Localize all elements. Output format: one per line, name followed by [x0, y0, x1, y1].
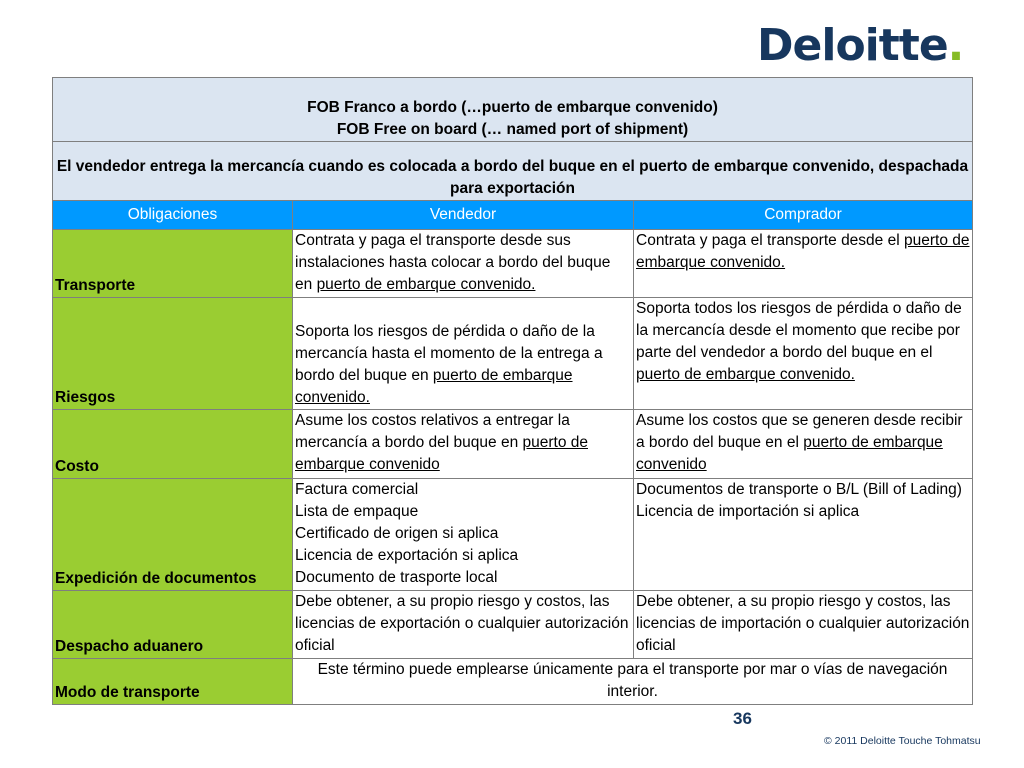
title-es: FOB Franco a bordo (…puerto de embarque convenido) [307, 99, 718, 116]
transporte-vendedor [293, 230, 634, 298]
logo-text: Deloitte [757, 20, 948, 71]
label-modo: Modo de transporte [53, 659, 293, 705]
row-modo [53, 659, 973, 705]
costo-vendedor [293, 410, 634, 479]
label-riesgos: Riesgos [53, 298, 293, 410]
col-header-obligaciones: Obligaciones [53, 201, 293, 230]
label-despacho: Despacho aduanero [53, 591, 293, 659]
label-expedicion: Expedición de documentos [53, 479, 293, 591]
riesgos-vendedor-text: Soporta los riesgos de pérdida o daño de la mercancía hasta el momento de la entrega a bordo del buque en [295, 323, 603, 384]
copyright: © 2011 Deloitte Touche Tohmatsu [824, 735, 981, 747]
expedicion-comprador-item: Licencia de importación si aplica [636, 503, 860, 520]
fob-table [52, 77, 973, 705]
expedicion-comprador [634, 479, 973, 591]
expedicion-vendedor-item: Factura comercial [295, 481, 419, 498]
deloitte-logo [757, 18, 963, 74]
title-row [53, 78, 973, 142]
row-riesgos [53, 298, 973, 410]
despacho-comprador: Debe obtener, a su propio riesgo y costos, las licencias de importación o cualquier autorización oficial [634, 591, 973, 659]
row-transporte [53, 230, 973, 298]
costo-comprador-text: Asume los costos que se generen desde recibir a bordo del buque en el [636, 412, 963, 451]
transporte-vendedor-link: puerto de embarque convenido. [316, 276, 536, 293]
modo-texto: Este término puede emplearse únicamente para el transporte por mar o vías de navegación interior. [293, 659, 973, 705]
transporte-comprador-text: Contrata y paga el transporte desde el [636, 232, 904, 249]
expedicion-vendedor [293, 479, 634, 591]
riesgos-comprador-text: Soporta todos los riesgos de pérdida o daño de la mercancía desde el momento que recibe por parte del vendedor a bordo del buque en el [636, 300, 962, 361]
row-costo [53, 410, 973, 479]
riesgos-vendedor [293, 298, 634, 410]
row-expedicion [53, 479, 973, 591]
row-despacho [53, 591, 973, 659]
riesgos-vendedor-link: puerto de embarque convenido. [295, 367, 573, 406]
logo-dot: . [947, 20, 964, 71]
transporte-vendedor-text: Contrata y paga el transporte desde sus instalaciones hasta colocar a bordo del buque en [295, 232, 611, 293]
expedicion-vendedor-item: Licencia de exportación si aplica [295, 547, 519, 564]
expedicion-vendedor-item: Certificado de origen si aplica [295, 525, 499, 542]
label-costo: Costo [53, 410, 293, 479]
costo-comprador-link: puerto de embarque convenido [636, 434, 943, 473]
page-number: 36 [733, 709, 752, 728]
col-header-vendedor: Vendedor [293, 201, 634, 230]
costo-vendedor-text: Asume los costos relativos a entregar la mercancía a bordo del buque en [295, 412, 570, 451]
despacho-vendedor: Debe obtener, a su propio riesgo y costos, las licencias de exportación o cualquier autorización oficial [293, 591, 634, 659]
title-cell [53, 78, 973, 142]
expedicion-vendedor-item: Lista de empaque [295, 503, 419, 520]
expedicion-comprador-item: Documentos de transporte o B/L (Bill of Lading) [636, 481, 962, 498]
riesgos-comprador-link: puerto de embarque convenido. [636, 366, 855, 383]
title-en: FOB Free on board (… named port of shipment) [336, 121, 689, 138]
label-transporte: Transporte [53, 230, 293, 298]
transporte-comprador [634, 230, 973, 298]
transporte-comprador-link: puerto de embarque convenido. [636, 232, 970, 271]
riesgos-comprador [634, 298, 973, 410]
summary-row [53, 142, 973, 201]
costo-vendedor-link: puerto de embarque convenido [295, 434, 588, 473]
costo-comprador [634, 410, 973, 479]
summary-cell: El vendedor entrega la mercancía cuando es colocada a bordo del buque en el puerto de embarque convenido, despachada para exportación [53, 142, 973, 201]
expedicion-vendedor-item: Documento de trasporte local [295, 569, 498, 586]
col-header-comprador: Comprador [634, 201, 973, 230]
column-header-row [53, 201, 973, 230]
